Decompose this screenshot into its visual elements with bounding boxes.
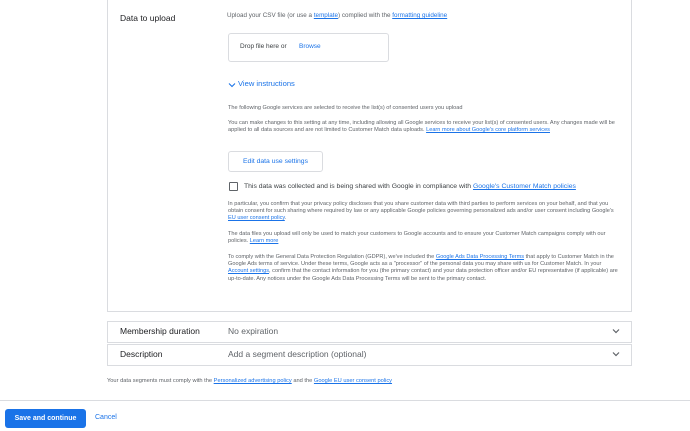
edit-data-use-settings-button[interactable]: Edit data use settings <box>228 151 323 172</box>
chevron-down-icon <box>611 326 621 336</box>
drop-file-text: Drop file here or <box>240 43 287 50</box>
membership-duration-label: Membership duration <box>120 326 200 336</box>
change-settings-text: You can make changes to this setting at any time, including allowing all Google services to receive your list(s) of consented users. Any changes made will be applied to all data sources and are not limited to Customer Match data uploads. Learn more about Google's core platform services <box>228 120 615 134</box>
google-eu-consent-policy-link[interactable]: Google EU user consent policy <box>313 378 393 384</box>
template-link[interactable]: template <box>313 12 338 19</box>
services-text: The following Google services are selected to receive the list(s) of consented users you upload <box>228 105 463 111</box>
data-to-upload-label: Data to upload <box>120 13 176 23</box>
chevron-down-icon <box>611 349 621 359</box>
description-value: Add a segment description (optional) <box>228 349 367 359</box>
file-drop-zone[interactable] <box>228 33 389 62</box>
description-label: Description <box>120 349 163 359</box>
membership-duration-row[interactable] <box>107 321 632 343</box>
learn-more-link[interactable]: Learn more <box>249 238 279 245</box>
consent-checkbox[interactable] <box>229 182 238 191</box>
browse-link[interactable]: Browse <box>299 43 321 50</box>
account-settings-link[interactable]: Account settings <box>228 268 270 275</box>
consent-text: This data was collected and is being shared with Google in compliance with Google's Customer Match policies <box>244 183 576 190</box>
core-services-link[interactable]: Learn more about Google's core platform services <box>426 127 550 134</box>
match-text: The data files you upload will only be used to match your customers to Google accounts and to ensure your Customer Match campaigns comply with our policies. Learn more <box>228 231 606 245</box>
view-instructions-label: View instructions <box>238 79 295 88</box>
data-processing-terms-link[interactable]: Google Ads Data Processing Terms <box>435 254 525 260</box>
cancel-button[interactable]: Cancel <box>95 414 117 421</box>
formatting-guideline-link[interactable]: formatting guideline <box>392 12 448 19</box>
eu-consent-policy-link[interactable]: EU user consent policy <box>228 215 285 222</box>
customer-match-policies-link[interactable]: Google's Customer Match policies <box>472 183 576 190</box>
personalized-advertising-policy-link[interactable]: Personalized advertising policy <box>213 378 292 384</box>
gdpr-text: To comply with the General Data Protection Regulation (GDPR), we've included the Google Ads Data Processing Terms that apply to Customer Match in the Google Ads terms of service. Under these terms, Google acts as a "processor" of the personal data you may share with us for Customer Match. In your Account settings, confirm that the contact information for you (the primary contact) and your data protection officer and/or EU representative (if applicable) are up-to-date. Any notices under the Google Ads Data Processing Terms will be sent to the primary contact. <box>228 254 618 282</box>
chevron-down-icon <box>228 81 236 89</box>
policy-note: Your data segments must comply with the Personalized advertising policy and the Google EU user consent policy <box>107 378 393 384</box>
description-row[interactable] <box>107 344 632 366</box>
membership-duration-value: No expiration <box>228 326 279 336</box>
save-and-continue-button[interactable]: Save and continue <box>5 409 86 428</box>
footer-divider <box>0 400 690 401</box>
upload-intro: Upload your CSV file (or use a template) complied with the formatting guideline <box>227 12 448 19</box>
privacy-text: In particular, you confirm that your privacy policy discloses that you share customer data with third parties to perform services on your behalf, and that you obtain consent for such sharing where required by law or any applicable Google policies governing personalized ads and/or user consent including Google's EU user consent policy. <box>228 201 614 222</box>
